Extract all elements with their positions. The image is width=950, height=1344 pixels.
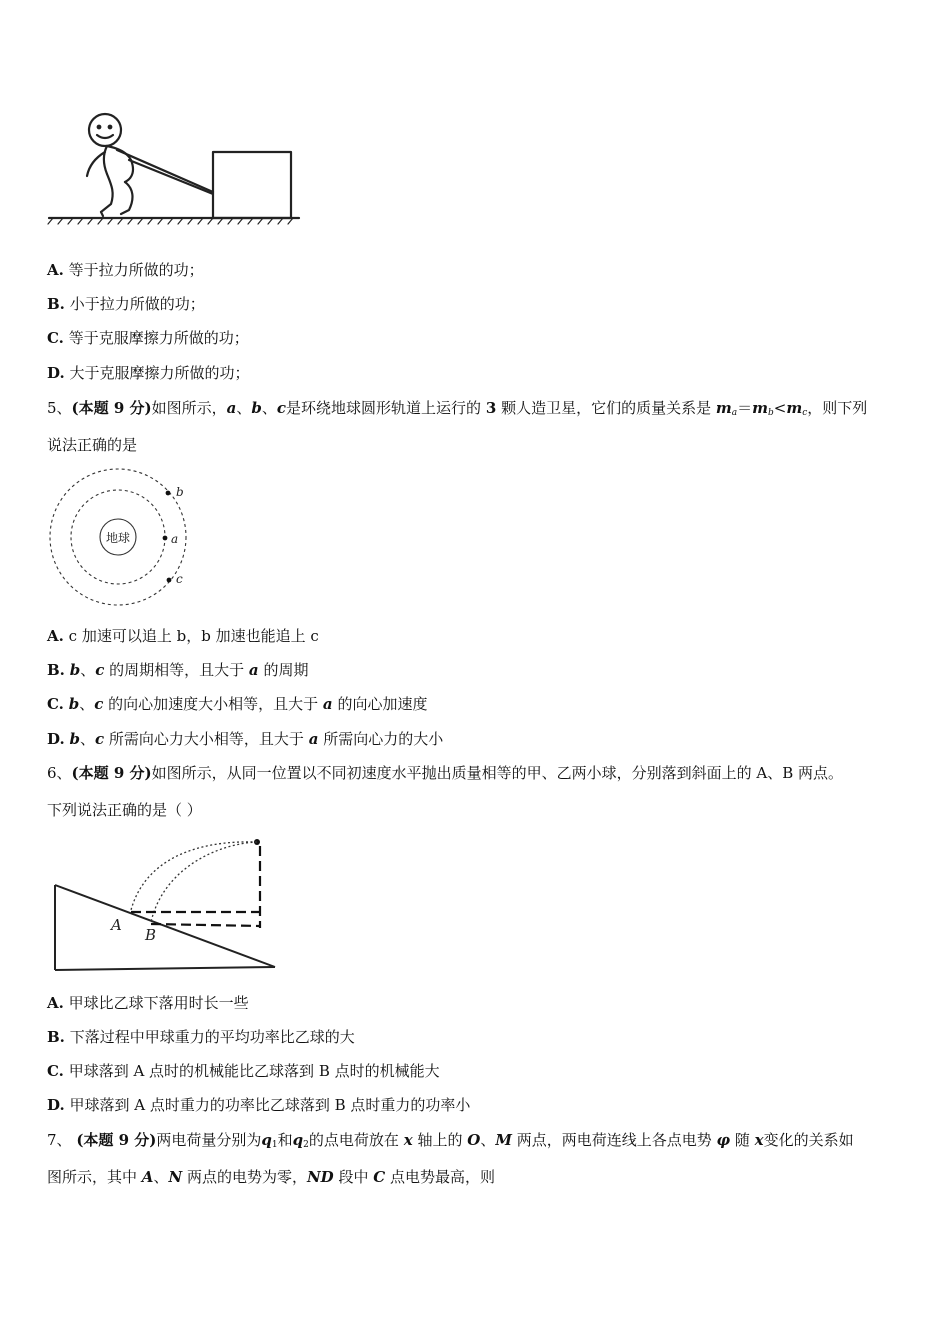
option-letter: D.	[47, 730, 65, 748]
option-letter: A.	[47, 994, 64, 1012]
option-text: c 加速可以追上 b，b 加速也能追上 c	[68, 627, 319, 645]
satellite-a	[163, 536, 168, 541]
option-letter: A.	[47, 627, 64, 645]
option-text: 等于克服摩擦力所做的功；	[68, 329, 249, 347]
question-score: (本题 9 分)	[71, 399, 152, 417]
question-number: 6、	[47, 764, 72, 782]
label-a: a	[171, 532, 179, 546]
point-a-label: A	[111, 916, 122, 934]
option-letter: B.	[47, 1028, 65, 1046]
option-text: 大于克服摩擦力所做的功；	[69, 364, 250, 382]
q7-stem-line2: 图所示，其中 A、N 两点的电势为零，ND 段中 C 点电势最高，则	[47, 1168, 496, 1186]
option-text: 等于拉力所做的功；	[68, 261, 204, 279]
q4-option-b[interactable]	[47, 294, 205, 314]
satellite-b	[166, 491, 171, 496]
option-letter: B.	[47, 661, 65, 679]
question-number: 5、	[47, 399, 72, 417]
q6-option-d[interactable]	[47, 1095, 470, 1115]
label-b: b	[176, 485, 184, 499]
option-letter: B.	[47, 295, 65, 313]
option-text: 甲球比乙球下落用时长一些	[68, 994, 249, 1012]
q6-option-b[interactable]	[47, 1027, 355, 1047]
q6-option-a[interactable]	[47, 993, 249, 1013]
option-letter: C.	[47, 329, 64, 347]
question-score: (本题 9 分)	[71, 764, 152, 782]
satellite-c	[167, 578, 172, 583]
question-score: (本题 9 分)	[76, 1131, 157, 1149]
satellite-orbits-figure	[45, 465, 195, 610]
point-b-label: B	[145, 926, 157, 944]
q5-option-d[interactable]: D. b、c 所需向心力大小相等，且大于 a 所需向心力的大小	[47, 730, 444, 748]
option-text: 甲球落到 A 点时重力的功率比乙球落到 B 点时重力的功率小	[69, 1096, 471, 1114]
q5-stem-line1: 5、(本题 9 分)如图所示，a、b、c是环绕地球圆形轨道上运行的 3 颗人造卫星，它们的质量关系是 $m_a=m_b<m_c$，则下列	[47, 399, 868, 418]
q6-stem-line1: 6、(本题 9 分)如图所示，从同一位置以不同初速度水平抛出质量相等的甲、乙两小球，分别落到斜面上的 A、B 两点。	[47, 764, 844, 782]
q5-stem-line2: 说法正确的是	[47, 436, 138, 454]
q6-stem-line2: 下列说法正确的是（ ）	[47, 801, 202, 819]
option-letter: C.	[47, 1062, 64, 1080]
option-letter: D.	[47, 364, 65, 382]
q5-option-c[interactable]: C. b、c 的向心加速度大小相等，且大于 a 的向心加速度	[47, 695, 428, 713]
question-number: 7、	[47, 1131, 72, 1149]
option-letter: A.	[47, 261, 64, 279]
option-text: 下落过程中甲球重力的平均功率比乙球的大	[69, 1028, 355, 1046]
option-letter: D.	[47, 1096, 65, 1114]
person-pulling-box-figure	[45, 108, 305, 228]
q4-option-a[interactable]	[47, 260, 204, 280]
q5-option-b[interactable]: B. b、c 的周期相等，且大于 a 的周期	[47, 661, 309, 679]
earth-label: 地球	[105, 531, 131, 545]
label-c: c	[176, 572, 183, 586]
q6-option-c[interactable]	[47, 1061, 440, 1081]
q7-stem-line1: 7、 (本题 9 分)两电荷量分别为$q_1$和$q_2$的点电荷放在 x 轴上的 O、M 两点，两电荷连线上各点电势 φ 随 x变化的关系如	[47, 1131, 854, 1150]
option-letter: C.	[47, 695, 64, 713]
q4-option-c[interactable]	[47, 328, 249, 348]
incline-projectile-figure	[45, 830, 285, 980]
q4-option-d[interactable]	[47, 363, 250, 383]
q5-option-a[interactable]	[47, 626, 319, 646]
option-text: 甲球落到 A 点时的机械能比乙球落到 B 点时的机械能大	[68, 1062, 440, 1080]
option-text: 小于拉力所做的功；	[69, 295, 205, 313]
